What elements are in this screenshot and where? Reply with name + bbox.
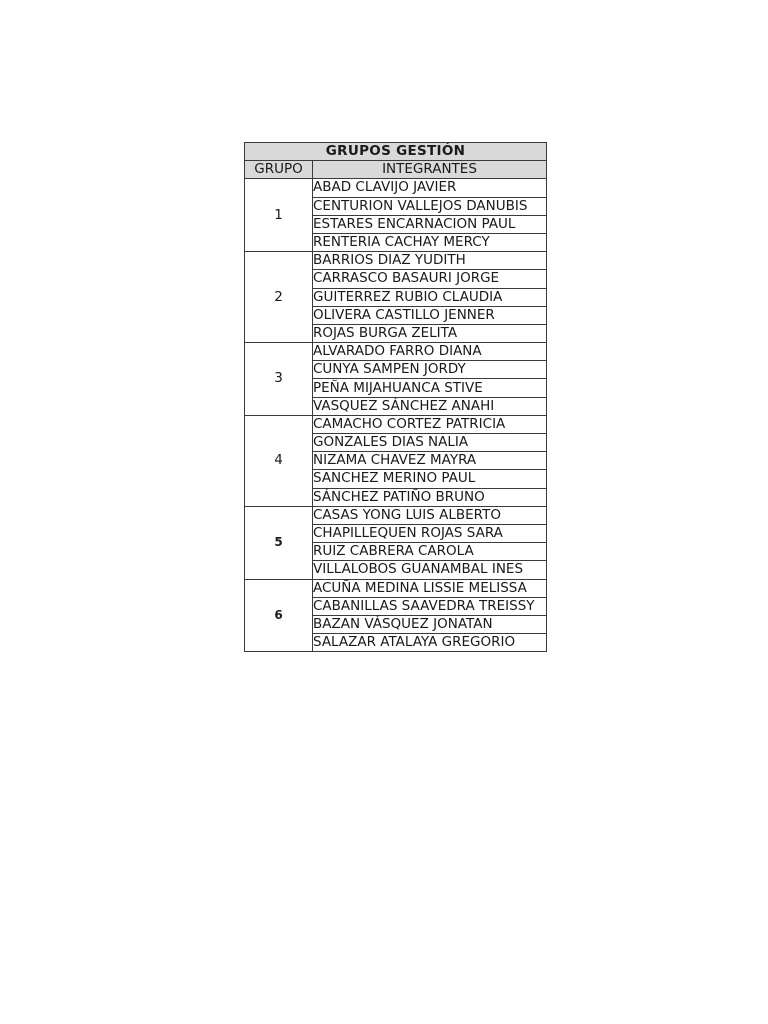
member-name-cell: ABAD CLAVIJO JAVIER (313, 179, 547, 197)
table-row (245, 579, 547, 597)
table-title: GRUPOS GESTIÓN (245, 143, 547, 161)
table-row (245, 252, 547, 270)
member-name-cell: NIZAMA CHAVEZ MAYRA (313, 452, 547, 470)
group-number-cell: 6 (245, 579, 313, 652)
member-name-cell: BARRIOS DIAZ YUDITH (313, 252, 547, 270)
member-name-cell: PEÑA MIJAHUANCA STIVE (313, 379, 547, 397)
table-row (245, 506, 547, 524)
member-name-cell: ALVARADO FARRO DIANA (313, 343, 547, 361)
member-name-cell: CABANILLAS SAAVEDRA TREISSY (313, 597, 547, 615)
member-name-cell: SALAZAR ATALAYA GREGORIO (313, 634, 547, 652)
member-name-cell: ACUÑA MEDINA LISSIE MELISSA (313, 579, 547, 597)
table-row (245, 179, 547, 197)
group-number-cell: 5 (245, 506, 313, 579)
header-row (245, 161, 547, 179)
member-name-cell: CASAS YONG LUIS ALBERTO (313, 506, 547, 524)
members-column-header: INTEGRANTES (313, 161, 547, 179)
member-name-cell: VILLALOBOS GUANAMBAL INES (313, 561, 547, 579)
groups-table (244, 142, 547, 652)
member-name-cell: ROJAS BURGA ZELITA (313, 324, 547, 342)
member-name-cell: CUNYA SAMPEN JORDY (313, 361, 547, 379)
groups-body (245, 179, 547, 652)
member-name-cell: GUITERREZ RUBIO CLAUDIA (313, 288, 547, 306)
group-number-cell: 3 (245, 343, 313, 416)
member-name-cell: CARRASCO BASAURI JORGE (313, 270, 547, 288)
table-row (245, 415, 547, 433)
member-name-cell: VASQUEZ SÁNCHEZ ANAHI (313, 397, 547, 415)
member-name-cell: RUIZ CABRERA CAROLA (313, 543, 547, 561)
member-name-cell: CHAPILLEQUEN ROJAS SARA (313, 524, 547, 542)
member-name-cell: CENTURION VALLEJOS DANUBIS (313, 197, 547, 215)
member-name-cell: SANCHEZ MERINO PAUL (313, 470, 547, 488)
member-name-cell: RENTERIA CACHAY MERCY (313, 233, 547, 251)
member-name-cell: GONZALES DIAS NALIA (313, 434, 547, 452)
member-name-cell: ESTARES ENCARNACION PAUL (313, 215, 547, 233)
table-row (245, 343, 547, 361)
member-name-cell: OLIVERA CASTILLO JENNER (313, 306, 547, 324)
member-name-cell: CAMACHO CORTEZ PATRICIA (313, 415, 547, 433)
member-name-cell: SÁNCHEZ PATIÑO BRUNO (313, 488, 547, 506)
group-number-cell: 2 (245, 252, 313, 343)
title-row (245, 143, 547, 161)
member-name-cell: BAZAN VÁSQUEZ JONATAN (313, 615, 547, 633)
group-number-cell: 1 (245, 179, 313, 252)
group-column-header: GRUPO (245, 161, 313, 179)
group-number-cell: 4 (245, 415, 313, 506)
